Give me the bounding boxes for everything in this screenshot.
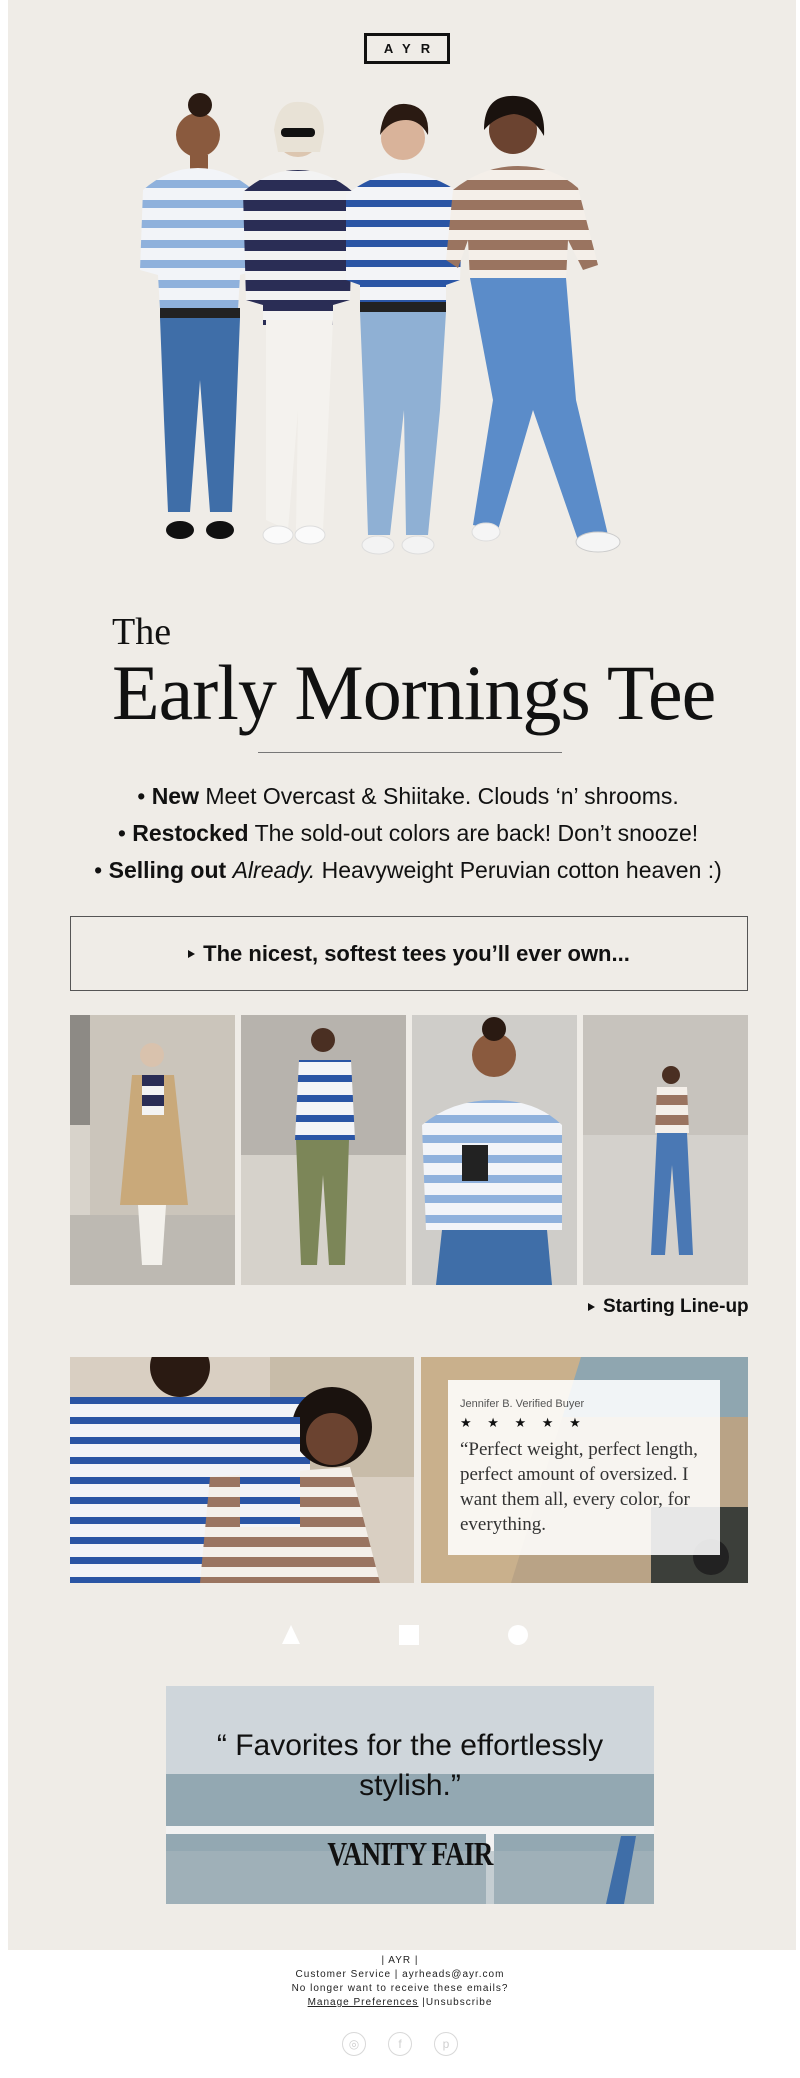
bullet-item: • New Meet Overcast & Shiitake. Clouds ‘n’ shrooms. [137, 783, 679, 809]
model-2 [243, 102, 353, 544]
instagram-icon[interactable]: ◎ [342, 2032, 366, 2056]
feature-bullets [8, 778, 800, 889]
review-quote: “Perfect weight, perfect length, perfect amount of oversized. I want them all, every color, for everything. [460, 1439, 698, 1535]
unsubscribe-prompt: No longer want to receive these emails? [291, 1983, 509, 1994]
model-4 [446, 96, 620, 552]
lineup-photo-4[interactable] [583, 1015, 748, 1285]
bullet-item: • Restocked The sold-out colors are back! Don’t snooze! [117, 820, 699, 846]
email-body [8, 0, 796, 1950]
manage-preferences-link[interactable]: Manage Preferences [307, 1997, 419, 2008]
lineup-photo-1[interactable] [70, 1015, 235, 1285]
play-triangle-icon [188, 950, 195, 958]
circle-icon [508, 1625, 528, 1645]
footer-brand: | AYR | [381, 1955, 419, 1966]
footer [0, 1954, 800, 2010]
customer-service-line[interactable]: Customer Service | ayrheads@ayr.com [295, 1969, 505, 1980]
ayr-logo[interactable]: AYR [364, 33, 450, 64]
shop-tees-button[interactable]: The nicest, softest tees you’ll ever own... [70, 916, 748, 991]
decorative-shapes [8, 1620, 800, 1650]
vanity-fair-logo: VANITY FAIR [327, 1836, 493, 1873]
reviewer-name: Jennifer B. Verified Buyer [460, 1398, 585, 1410]
rating-stars: ★ ★ ★ ★ ★ [460, 1415, 587, 1430]
square-icon [399, 1625, 419, 1645]
couple-photo[interactable] [70, 1357, 414, 1583]
title-prefix: The [112, 611, 172, 653]
press-quote-banner[interactable] [166, 1686, 654, 1904]
pinterest-icon[interactable]: p [434, 2032, 458, 2056]
lineup-photo-3[interactable] [412, 1015, 577, 1285]
triangle-icon [282, 1625, 300, 1644]
hero-models-image [128, 80, 708, 625]
bullet-item: • Selling out Already. Heavyweight Peruvian cotton heaven :) [94, 857, 722, 883]
divider [258, 752, 562, 753]
model-1 [140, 93, 256, 539]
starting-lineup-link[interactable]: Starting Line-up [588, 1296, 748, 1318]
page-title: Early Mornings Tee [112, 649, 716, 736]
model-3 [346, 104, 463, 554]
play-triangle-icon [588, 1303, 595, 1311]
facebook-icon[interactable]: f [388, 2032, 412, 2056]
review-card [448, 1380, 720, 1555]
lineup-photo-2[interactable] [241, 1015, 406, 1285]
press-quote: “ Favorites for the effortlessly stylish.” [216, 1729, 604, 1802]
unsubscribe-link[interactable]: |Unsubscribe [422, 1997, 493, 2008]
